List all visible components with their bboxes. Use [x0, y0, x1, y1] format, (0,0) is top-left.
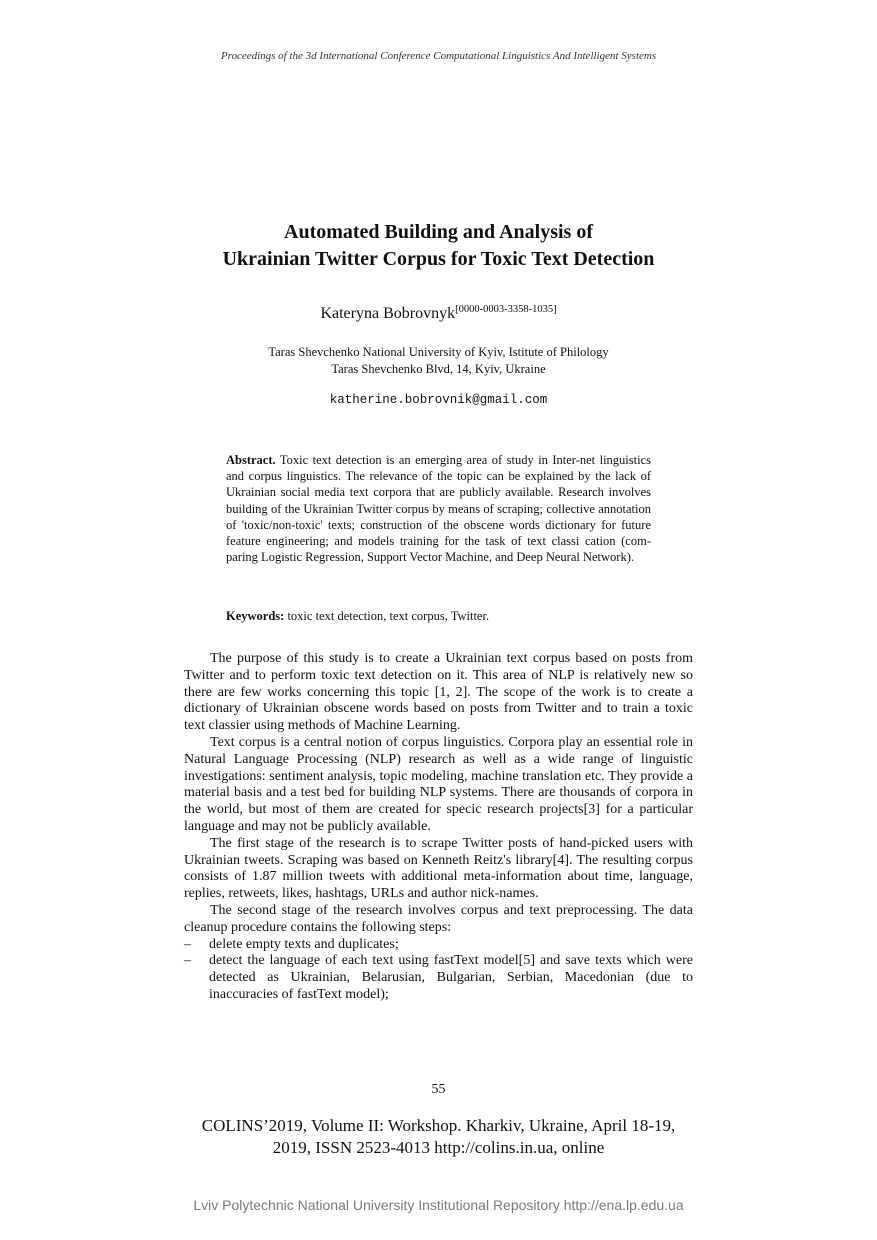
list-dash: –	[184, 936, 191, 952]
affiliation	[0, 344, 877, 377]
abstract	[226, 452, 651, 565]
paragraph-3: The first stage of the research is to scrape Twitter posts of hand-picked users with Ukrainian tweets. Scraping was based on Kenneth Reitz's library[4]. The resulting corpus consists of 1.87 million tweets with additional meta-information about time, language, replies, retweets, likes, hashtags, URLs and author nick-names.	[184, 835, 693, 902]
body-text	[184, 651, 693, 1004]
list-item	[184, 937, 693, 954]
author-orcid: [0000-0003-3358-1035]	[455, 304, 557, 315]
affiliation-line-1: Taras Shevchenko National University of Kyiv, Istitute of Philology	[268, 345, 609, 359]
abstract-label: Abstract.	[226, 453, 276, 467]
keywords	[226, 608, 651, 624]
paragraph-4: The second stage of the research involves corpus and text preprocessing. The data cleanup procedure contains the following steps:	[184, 902, 693, 935]
paper-title	[0, 219, 877, 273]
author	[0, 304, 877, 323]
keywords-text: toxic text detection, text corpus, Twitter.	[287, 609, 490, 623]
affiliation-line-2: Taras Shevchenko Blvd, 14, Kyiv, Ukraine	[331, 361, 546, 376]
list-dash: –	[184, 953, 191, 969]
conference-line-1: COLINS’2019, Volume II: Workshop. Kharkiv, Ukraine, April 18-19,	[201, 1116, 676, 1135]
cleanup-steps-list	[184, 937, 693, 1004]
list-item-text: delete empty texts and duplicates;	[209, 936, 399, 952]
keywords-label: Keywords:	[226, 609, 285, 623]
author-name: Kateryna Bobrovnyk	[320, 305, 456, 322]
title-line-2: Ukrainian Twitter Corpus for Toxic Text Detection	[222, 248, 655, 270]
conference-footer	[0, 1115, 877, 1159]
title-line-1: Automated Building and Analysis of	[284, 221, 593, 243]
conference-line-2: 2019, ISSN 2523-4013 http://colins.in.ua, online	[272, 1138, 605, 1157]
running-header: Proceedings of the 3d International Conference Computational Linguistics And Intelligent Systems	[220, 50, 657, 62]
author-email[interactable]: katherine.bobrovnik@gmail.com	[329, 393, 548, 407]
repository-watermark: Lviv Polytechnic National University Institutional Repository http://ena.lp.edu.ua	[193, 1197, 684, 1213]
paragraph-2: Text corpus is a central notion of corpus linguistics. Corpora play an essential role in Natural Language Processing (NLP) research as well as a wide range of linguistic investigations: sentiment analysis, topic modeling, machine translation etc. They provide a material basis and a test bed for building NLP systems. There are thousands of corpora in the world, but most of them are created for specic research projects[3] for a particular language and may not be publicly available.	[184, 734, 693, 834]
list-item	[184, 953, 693, 1003]
paragraph-1: The purpose of this study is to create a Ukrainian text corpus based on posts from Twitter and to perform toxic text detection on it. This area of NLP is relatively new so there are few works concerning this topic [1, 2]. The scope of the work is to create a dictionary of Ukrainian obscene words based on posts from Twitter and to train a toxic text classier using methods of Machine Learning.	[184, 651, 693, 734]
abstract-text: Toxic text detection is an emerging area of study in Inter-net linguistics and corpus linguistics. The relevance of the topic can be explained by the lack of Ukrainian social media text corpora that are publicly available. Research involves building of the Ukrainian Twitter corpus by means of scraping; collective annotation of 'toxic/non-toxic' texts; construction of the obscene words dictionary for future feature engineering; and models training for the task of text classi cation (com-paring Logistic Regression, Support Vector Machine, and Deep Neural Network).	[226, 453, 652, 565]
page-number: 55	[431, 1082, 446, 1097]
list-item-text: detect the language of each text using fastText model[5] and save texts which were detected as Ukrainian, Belarusian, Bulgarian, Serbian, Macedonian (due to inaccuracies of fastText model);	[209, 953, 693, 1002]
